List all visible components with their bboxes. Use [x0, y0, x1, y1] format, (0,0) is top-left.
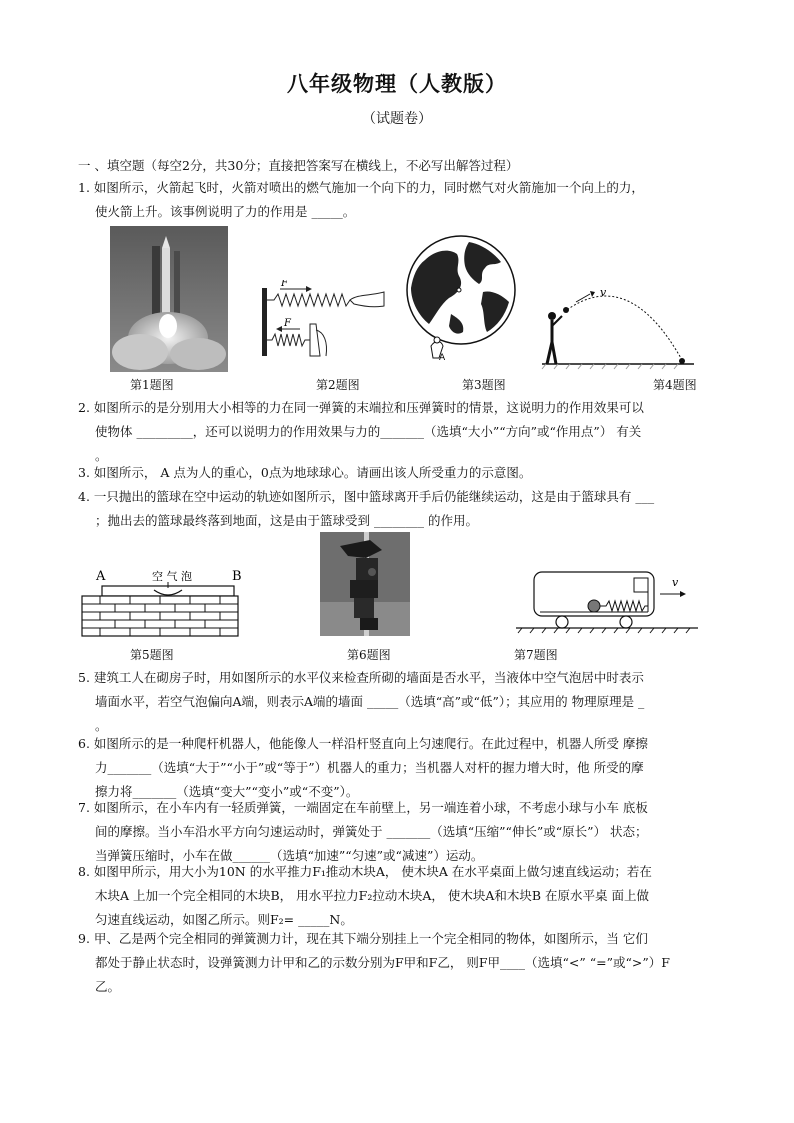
figure-caption-5: 第5题图 — [130, 648, 174, 662]
question-line: 9. 甲、乙是两个完全相同的弹簧测力计，现在其下端分别挂上一个完全相同的物体，如图所示，当 它们 — [78, 931, 648, 946]
air-bubble-label: 空 气 泡 — [152, 570, 192, 583]
figure-caption-4: 第4题图 — [653, 378, 697, 392]
gravity-point-label: A — [439, 353, 446, 363]
question-line: 6. 如图所示的是一种爬杆机器人，他能像人一样沿杆竖直向上匀速爬行。在此过程中，机器人所受 摩擦 — [78, 736, 648, 751]
question-line: 间的摩擦。当小车沿水平方向匀速运动时，弹簧处于 _______（选填“压缩”“伸长”或“原长”） 状态； — [95, 824, 648, 839]
level-end-a: A — [96, 569, 106, 584]
question-line: 墙面水平，若空气泡偏向A端，则表示A端的墙面 _____（选填“高”或“低”）；其应用的 物理原理是 _ — [95, 694, 645, 709]
cart-spring-diagram — [514, 566, 700, 638]
velocity-label: v — [600, 286, 607, 299]
question-line: 1. 如图所示，火箭起飞时，火箭对喷出的燃气施加一个向下的力，同时燃气对火箭施加一个向上的力， — [78, 180, 644, 195]
figure-caption-7: 第7题图 — [514, 648, 558, 662]
question-4 — [78, 485, 718, 533]
question-2 — [78, 396, 718, 468]
climbing-robot-photo — [320, 532, 410, 636]
question-line: 使物体 _________，还可以说明力的作用效果与力的_______（选填“大小”“方向”或“作用点”） 有关 — [95, 424, 642, 439]
question-line: 。 — [95, 448, 108, 463]
question-line: 都处于静止状态时，设弹簧测力计甲和乙的示数分别为F甲和F乙， 则F甲____（选填“<” “=”或“>”）F — [95, 955, 670, 970]
question-line: 2. 如图所示的是分别用大小相等的力在同一弹簧的末端拉和压弹簧时的情景，这说明力的作用效果可以 — [78, 400, 644, 415]
section-heading: 一 、填空题（每空2分，共30分；直接把答案写在横线上，不必写出解答过程） — [78, 158, 519, 173]
question-6 — [78, 732, 718, 804]
earth-diagram — [405, 232, 517, 372]
spring-diagram — [262, 280, 386, 362]
question-line: 当弹簧压缩时，小车在做______（选填“加速”“匀速”或“减速”）运动。 — [95, 848, 484, 863]
question-line: 4. 一只抛出的篮球在空中运动的轨迹如图所示，图中篮球离开手后仍能继续运动，这是由于篮球具有 ___ — [78, 489, 655, 504]
page-title: 八年级物理（人教版） — [287, 72, 507, 96]
cart-velocity-label: v — [672, 576, 679, 589]
question-3 — [78, 461, 718, 485]
question-line: 。 — [95, 718, 108, 733]
question-line: 使火箭上升。该事例说明了力的作用是 _____。 — [95, 204, 356, 219]
basketball-trajectory — [538, 278, 696, 370]
page-subtitle: （试题卷） — [362, 111, 432, 127]
question-line: 力_______（选填“大于”“小于”或“等于”）机器人的重力；当机器人对杆的握力增大时，他 所受的摩 — [95, 760, 644, 775]
spirit-level-diagram — [80, 564, 244, 640]
question-8 — [78, 860, 718, 932]
question-1 — [78, 176, 718, 224]
rocket-photo — [110, 226, 228, 372]
question-line: 3. 如图所示， A 点为人的重心，0点为地球球心。请画出该人所受重力的示意图。 — [78, 465, 532, 480]
question-line: 匀速直线运动，如图乙所示。则F₂= _____N。 — [95, 912, 353, 927]
question-line: 5. 建筑工人在砌房子时，用如图所示的水平仪来检查所砌的墙面是否水平，当液体中空气泡居中时表示 — [78, 670, 644, 685]
figure-caption-3: 第3题图 — [462, 378, 506, 392]
question-9 — [78, 927, 718, 999]
force-label-bottom: F — [284, 318, 291, 329]
force-label-top: F — [281, 280, 288, 289]
question-line: 7. 如图所示，在小车内有一轻质弹簧，一端固定在车前壁上，另一端连着小球，不考虑小球与小车 底板 — [78, 800, 648, 815]
figure-caption-2: 第2题图 — [316, 378, 360, 392]
question-7 — [78, 796, 718, 868]
figure-caption-1: 第1题图 — [130, 378, 174, 392]
question-line: 擦力将_______（选填“变大”“变小”或“不变”）。 — [95, 784, 359, 799]
level-end-b: B — [232, 569, 242, 584]
figure-caption-6: 第6题图 — [347, 648, 391, 662]
question-line: 木块A 上加一个完全相同的木块B， 用水平拉力F₂拉动木块A， 使木块A和木块B 在原水平桌 面上做 — [95, 888, 650, 903]
question-line: 乙。 — [95, 979, 121, 994]
question-5 — [78, 666, 718, 738]
question-line: ；抛出去的篮球最终落到地面，这是由于篮球受到 ________ 的作用。 — [95, 513, 478, 528]
question-line: 8. 如图甲所示，用大小为10N 的水平推力F₁推动木块A， 使木块A 在水平桌面上做匀速直线运动；若在 — [78, 864, 652, 879]
